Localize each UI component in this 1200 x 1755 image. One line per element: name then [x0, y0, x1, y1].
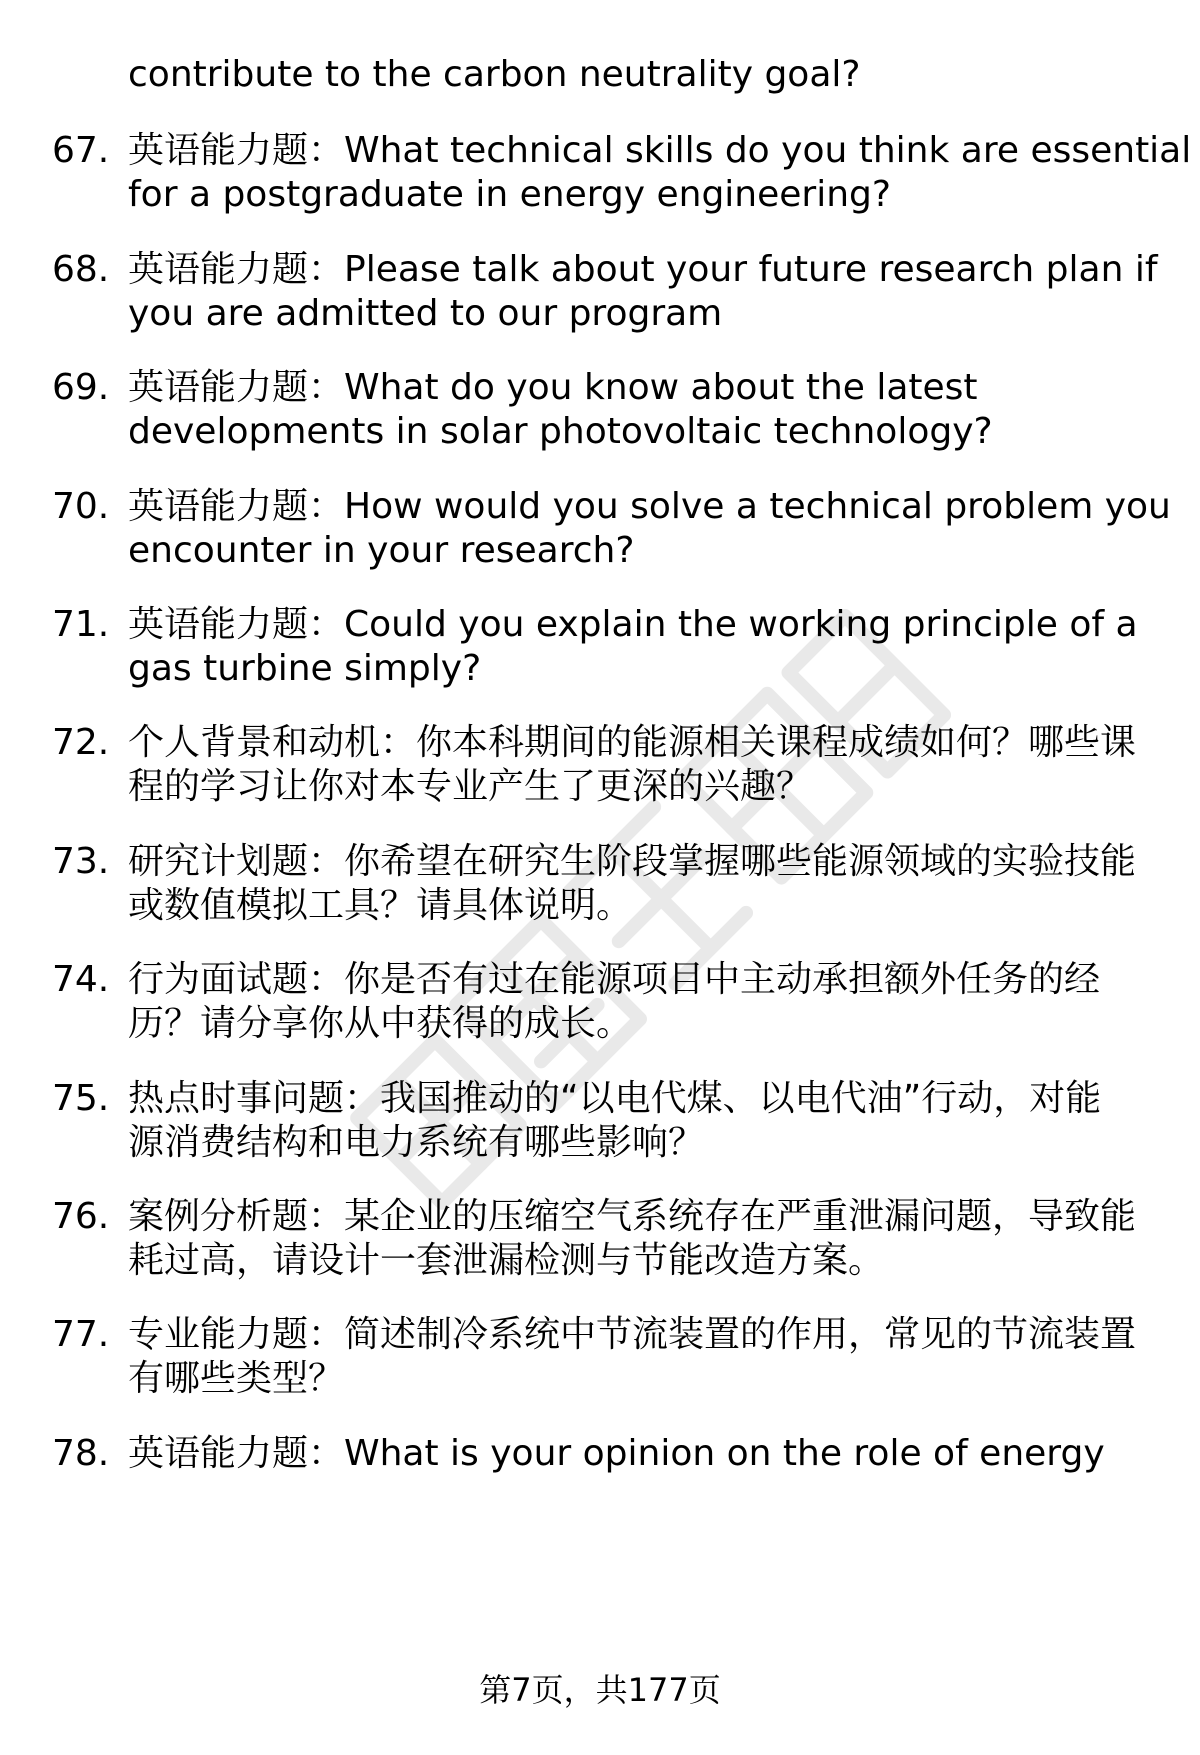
question-text-line: you are admitted to our program: [128, 293, 723, 334]
question-number: 72.: [52, 722, 110, 763]
question-number: 76.: [52, 1196, 110, 1237]
question-number: 68.: [52, 249, 110, 290]
question-number: 73.: [52, 841, 110, 882]
question-text-line: gas turbine simply?: [128, 648, 482, 689]
question-text-line: 热点时事问题：我国推动的“以电代煤、以电代油”行动，对能: [128, 1078, 1102, 1119]
question-text-line: 英语能力题：Please talk about your future research plan if: [128, 249, 1158, 290]
question-text-line: 英语能力题：What is your opinion on the role of energy: [128, 1433, 1105, 1474]
question-number: 71.: [52, 604, 110, 645]
question-text-line: 有哪些类型？: [128, 1358, 345, 1399]
question-number: 70.: [52, 486, 110, 527]
question-text-line: 历？请分享你从中获得的成长。: [128, 1003, 633, 1044]
question-text-line: 个人背景和动机：你本科期间的能源相关课程成绩如何？哪些课: [128, 722, 1137, 763]
question-text-line: encounter in your research?: [128, 530, 635, 571]
question-text-line: for a postgraduate in energy engineering?: [128, 174, 891, 215]
question-text-line: 英语能力题：What do you know about the latest: [128, 367, 978, 408]
question-text-line: 英语能力题：Could you explain the working principle of a: [128, 604, 1138, 645]
question-text-line: developments in solar photovoltaic technology?: [128, 411, 993, 452]
question-text-line: 行为面试题：你是否有过在能源项目中主动承担额外任务的经: [128, 959, 1101, 1000]
question-text-line: 英语能力题：How would you solve a technical problem you: [128, 486, 1171, 527]
question-text-line: 耗过高，请设计一套泄漏检测与节能改造方案。: [128, 1240, 885, 1281]
question-text-line: 专业能力题：简述制冷系统中节流装置的作用，常见的节流装置: [128, 1314, 1137, 1355]
question-text-line: 源消费结构和电力系统有哪些影响？: [128, 1122, 705, 1163]
page-footer: 第7页，共177页: [479, 1671, 721, 1709]
question-number: 78.: [52, 1433, 110, 1474]
question-number: 75.: [52, 1078, 110, 1119]
question-text-line: 案例分析题：某企业的压缩空气系统存在严重泄漏问题，导致能: [128, 1196, 1137, 1237]
question-text-line: 英语能力题：What technical skills do you think are essential: [128, 130, 1192, 171]
question-text-line: 程的学习让你对本专业产生了更深的兴趣？: [128, 766, 813, 807]
question-number: 67.: [52, 130, 110, 171]
continued-line: contribute to the carbon neutrality goal?: [128, 54, 861, 95]
question-number: 74.: [52, 959, 110, 1000]
question-number: 69.: [52, 367, 110, 408]
question-text-line: 或数值模拟工具？请具体说明。: [128, 885, 633, 926]
question-number: 77.: [52, 1314, 110, 1355]
question-text-line: 研究计划题：你希望在研究生阶段掌握哪些能源领域的实验技能: [128, 841, 1137, 882]
